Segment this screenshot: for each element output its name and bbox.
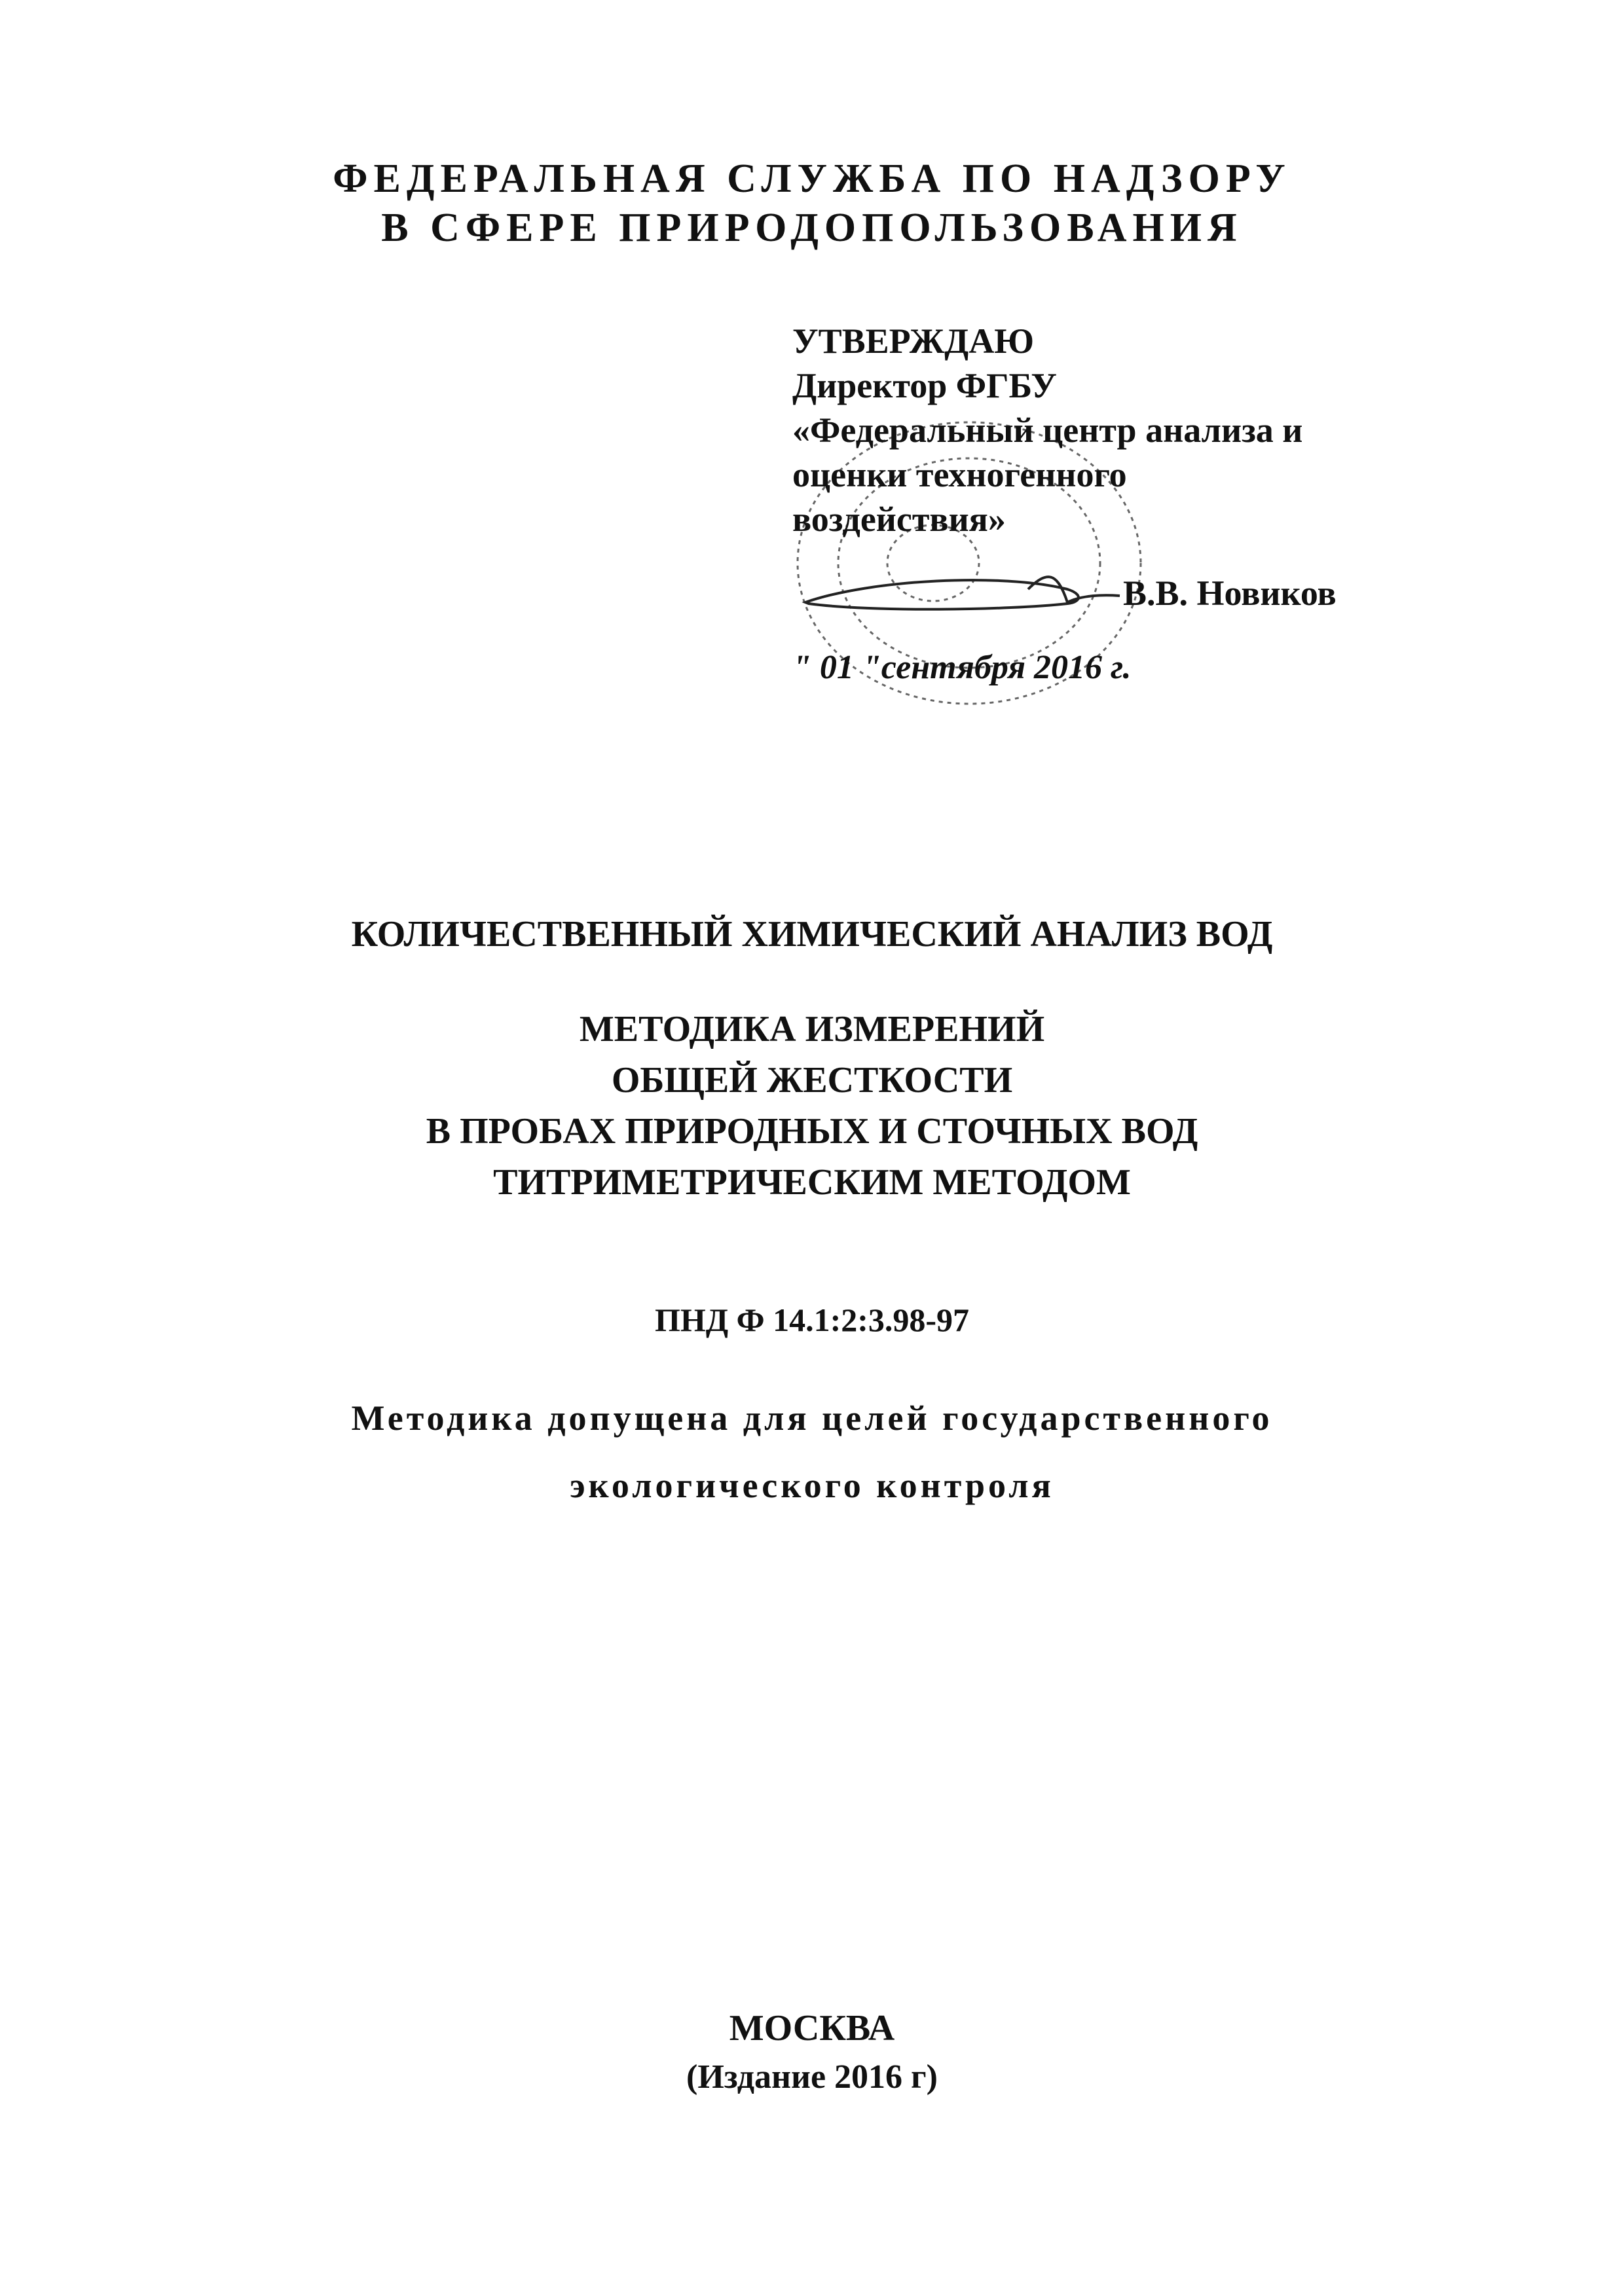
- method-line-2: ОБЩЕЙ ЖЕСТКОСТИ: [611, 1060, 1013, 1101]
- approval-heading: УТВЕРЖДАЮ: [792, 321, 1035, 361]
- city: МОСКВА: [729, 2008, 895, 2049]
- document-code: ПНД Ф 14.1:2:3.98-97: [654, 1302, 970, 1338]
- approval-line-3: оценки техногенного: [792, 455, 1127, 494]
- approval-line-2: «Федеральный центр анализа и: [792, 410, 1303, 450]
- method-line-3: В ПРОБАХ ПРИРОДНЫХ И СТОЧНЫХ ВОД: [426, 1111, 1198, 1152]
- document-title: КОЛИЧЕСТВЕННЫЙ ХИМИЧЕСКИЙ АНАЛИЗ ВОД: [351, 914, 1273, 955]
- signer-name: В.В. Новиков: [1123, 574, 1337, 613]
- approval-date: " 01 "сентября 2016 г.: [792, 649, 1132, 686]
- admitted-line-2: экологического контроля: [570, 1466, 1054, 1505]
- approval-line-4: воздействия»: [792, 500, 1006, 539]
- edition: (Издание 2016 г): [686, 2058, 938, 2096]
- method-line-1: МЕТОДИКА ИЗМЕРЕНИЙ: [579, 1009, 1045, 1049]
- admitted-line-1: Методика допущена для целей государственного: [351, 1398, 1273, 1438]
- approval-block: [792, 308, 1578, 727]
- method-line-4: ТИТРИМЕТРИЧЕСКИМ МЕТОДОМ: [493, 1162, 1131, 1203]
- agency-line-2: В СФЕРЕ ПРИРОДОПОЛЬЗОВАНИЯ: [381, 206, 1243, 250]
- agency-line-1: ФЕДЕРАЛЬНАЯ СЛУЖБА ПО НАДЗОРУ: [333, 156, 1291, 201]
- approval-line-1: Директор ФГБУ: [792, 366, 1057, 405]
